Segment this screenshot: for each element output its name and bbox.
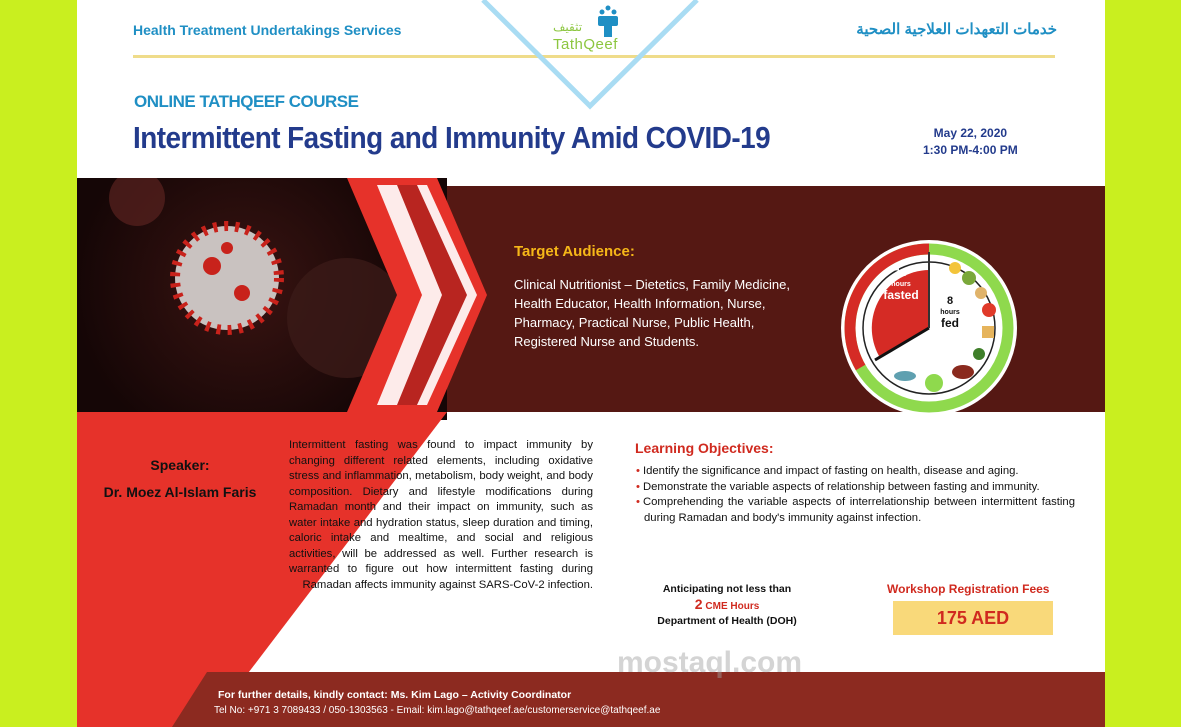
objective-item: • Identify the significance and impact of fasting on health, disease and aging. [635, 464, 1075, 480]
objective-item: • Demonstrate the variable aspects of relationship between fasting and immunity. [635, 480, 1075, 496]
speaker-name: Dr. Moez Al-Islam Faris [103, 484, 257, 500]
logo-text: TathQeef [553, 36, 618, 53]
fasted-label: 16 hours fasted [883, 267, 919, 302]
audience-body: Clinical Nutritionist – Dietetics, Family Medicine, Health Educator, Health Information, Nurse, Pharmacy, Practical Nurse, Public Health, Registered Nurse and Students. [514, 277, 790, 349]
footer-details: Tel No: +971 3 7089433 / 050-1303563 - Email: kim.lago@tathqeef.ae/customerservice@tathqeef.ae [214, 705, 661, 716]
course-datetime [923, 125, 1018, 159]
objective-item: • Comprehending the variable aspects of interrelationship between intermittent fasting during Ramadan and body's immunity against infection. [635, 495, 1075, 526]
fees-heading: Workshop Registration Fees [887, 582, 1050, 596]
fees-amount: 175 AED [893, 601, 1053, 635]
audience-heading: Target Audience: [514, 243, 635, 260]
objectives-list [635, 464, 1075, 526]
speaker-label: Speaker: [150, 457, 210, 473]
poster [77, 0, 1105, 727]
speaker [77, 452, 283, 506]
course-time: 1:30 PM-4:00 PM [923, 143, 1018, 157]
header-left-text: Health Treatment Undertakings Services [133, 22, 402, 38]
fasting-clock-icon [839, 238, 1019, 418]
course-description: Intermittent fasting was found to impact immunity by changing different related elements, including oxidative stress and inflammation, metabolism, body weight, and body composition. Dietary and lifestyle modifications during Ramadan month and their impact on immunity, such as water intake and hydration status, sleep duration and timing, caloric intake and mealtime, and social and religious activities, will be addressed as well. Further research is warranted to figure out how intermittent fasting during Ramadan affects immunity against SARS-CoV-2 infection. [289, 439, 593, 591]
course-date: May 22, 2020 [933, 126, 1008, 140]
cme-info: Anticipating not less than 2 CME Hours Department of Health (DOH) [657, 583, 797, 627]
course-label: ONLINE TATHQEEF COURSE [134, 92, 359, 111]
logo-arabic: تثقيف [553, 20, 583, 34]
fed-label: 8 hours fed [940, 295, 960, 330]
objectives-heading: Learning Objectives: [635, 440, 774, 456]
watermark: mostaql.com [617, 646, 803, 679]
header-arabic-text: خدمات التعهدات العلاجية الصحية [856, 21, 1057, 38]
footer-contact: For further details, kindly contact: Ms. Kim Lago – Activity Coordinator [218, 689, 572, 701]
logo-chevron [477, 0, 707, 112]
course-title: Intermittent Fasting and Immunity Amid COVID-19 [133, 120, 771, 155]
